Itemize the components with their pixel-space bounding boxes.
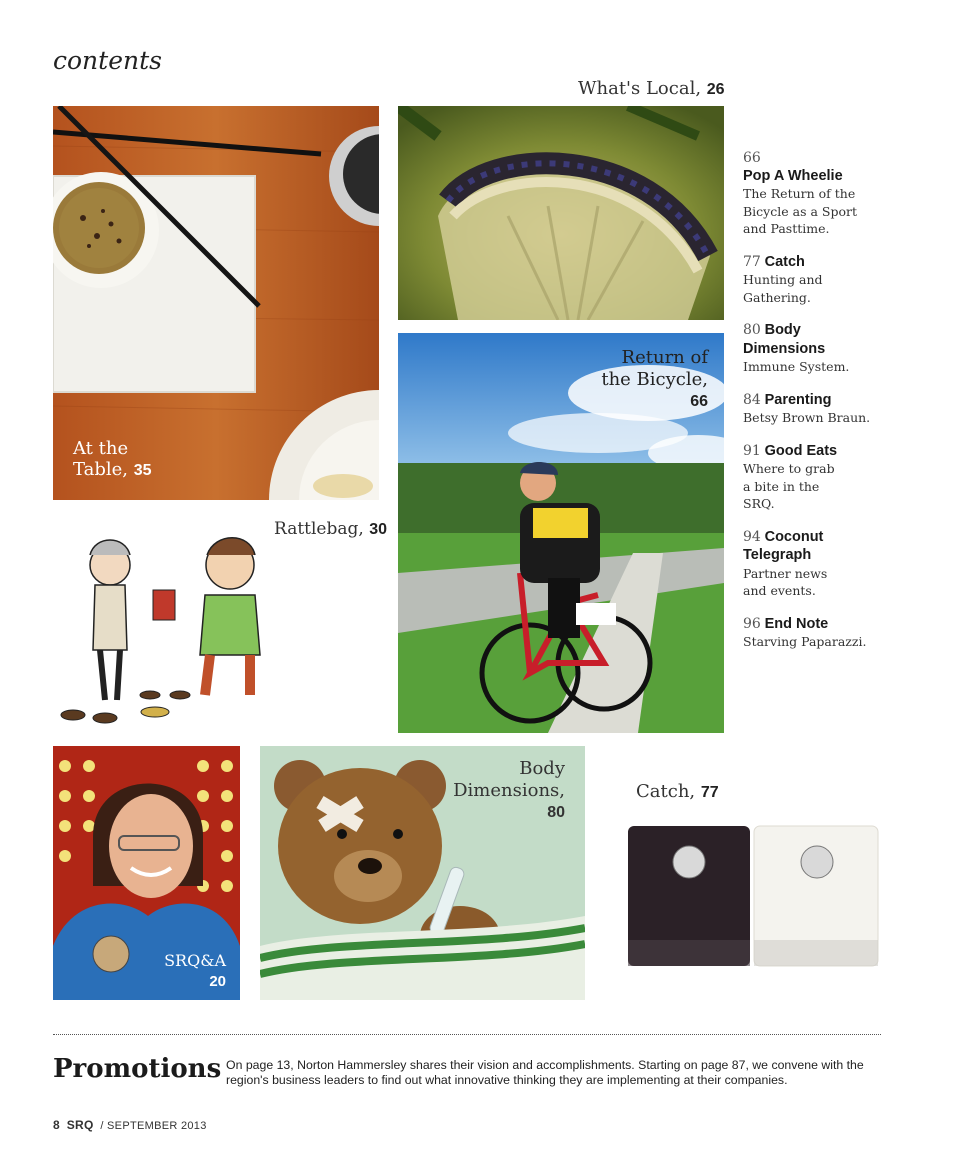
rattlebag-caption — [274, 519, 387, 539]
at-the-table-photo[interactable] — [53, 106, 379, 500]
page-footer — [53, 1118, 207, 1132]
toc-entry-number: 66 — [743, 150, 761, 166]
toc-entry-description: Hunting and Gathering. — [743, 272, 823, 305]
toc-entry-title: Parenting — [764, 391, 832, 408]
srqa-caption — [164, 950, 226, 992]
srqa-label: SRQ&A — [164, 951, 226, 970]
toc-entry-number: 80 — [743, 322, 761, 338]
toc-entry-number: 84 — [743, 391, 761, 408]
toc-entry-body-dimensions[interactable] — [743, 321, 943, 376]
promotions-title: Promotions — [53, 1054, 222, 1084]
whats-local-label: What's Local, — [578, 78, 707, 99]
catch-photo[interactable] — [620, 822, 890, 977]
page-title: contents — [53, 46, 162, 75]
scallop-illustration — [398, 106, 724, 320]
toc-entry-number: 94 — [743, 528, 761, 545]
toc-entry-title: Pop A Wheelie — [743, 167, 843, 184]
candles-illustration — [620, 822, 890, 977]
toc-entry-pop-a-wheelie[interactable] — [743, 150, 943, 238]
return-of-bicycle-caption — [601, 347, 708, 413]
section-divider — [53, 1034, 881, 1035]
toc-entry-description: Where to grab a bite in the SRQ. — [743, 461, 835, 511]
at-the-table-line2: Table, — [73, 459, 128, 480]
toc-list — [743, 150, 943, 666]
toc-entry-description: Starving Paparazzi. — [743, 634, 867, 649]
return-bicycle-line1: Return of — [621, 347, 708, 368]
at-the-table-page: 35 — [133, 462, 152, 479]
toc-entry-number: 77 — [743, 253, 761, 270]
toc-entry-good-eats[interactable] — [743, 442, 943, 513]
toc-entry-catch[interactable] — [743, 253, 943, 307]
toc-entry-end-note[interactable] — [743, 615, 943, 651]
promotions-text: On page 13, Norton Hammersley shares their vision and accomplishments. Starting on page 87, we convene with the region's business leaders to find out what innovative thinking they are implementing at their companies. — [226, 1058, 864, 1087]
catch-label: Catch, — [636, 781, 701, 802]
toc-entry-title: End Note — [764, 615, 829, 632]
srqa-page: 20 — [209, 973, 226, 990]
toc-entry-description: The Return of the Bicycle as a Sport and Pasttime. — [743, 186, 857, 236]
cartoon-illustration — [55, 530, 275, 730]
at-the-table-line1: At the — [73, 438, 129, 459]
at-the-table-caption — [73, 438, 152, 481]
toc-entry-title: Body Dimensions — [743, 322, 826, 357]
return-of-bicycle-photo[interactable] — [398, 333, 724, 733]
toc-entry-parenting[interactable] — [743, 391, 943, 427]
footer-magazine: SRQ — [66, 1118, 94, 1132]
whats-local-photo[interactable] — [398, 106, 724, 320]
footer-issue: / SEPTEMBER 2013 — [100, 1120, 207, 1132]
rattlebag-label: Rattlebag, — [274, 519, 370, 539]
toc-entry-description: Partner news and events. — [743, 565, 828, 598]
return-bicycle-page: 66 — [690, 393, 708, 410]
body-dimensions-caption — [453, 758, 565, 824]
toc-entry-number: 96 — [743, 615, 761, 632]
body-dimensions-page: 80 — [547, 804, 565, 821]
toc-entry-description: Betsy Brown Braun. — [743, 410, 871, 425]
rattlebag-page: 30 — [369, 521, 387, 538]
srqa-photo[interactable] — [53, 746, 240, 1000]
return-bicycle-line2: the Bicycle, — [601, 369, 708, 390]
toc-entry-number: 91 — [743, 442, 761, 459]
rattlebag-cartoon[interactable] — [55, 530, 275, 730]
whats-local-caption — [578, 78, 725, 99]
footer-page-number: 8 — [53, 1118, 60, 1132]
toc-entry-title: Good Eats — [764, 442, 838, 459]
toc-entry-title: Coconut Telegraph — [743, 528, 824, 563]
catch-page: 77 — [700, 784, 719, 801]
body-dimensions-line1: Body — [519, 758, 565, 779]
body-dimensions-photo[interactable] — [260, 746, 585, 1000]
catch-caption — [636, 781, 719, 802]
toc-entry-title: Catch — [764, 253, 805, 270]
body-dimensions-line2: Dimensions, — [453, 780, 565, 801]
toc-entry-description: Immune System. — [743, 359, 850, 374]
toc-entry-coconut-telegraph[interactable] — [743, 528, 943, 600]
whats-local-page: 26 — [706, 81, 725, 98]
